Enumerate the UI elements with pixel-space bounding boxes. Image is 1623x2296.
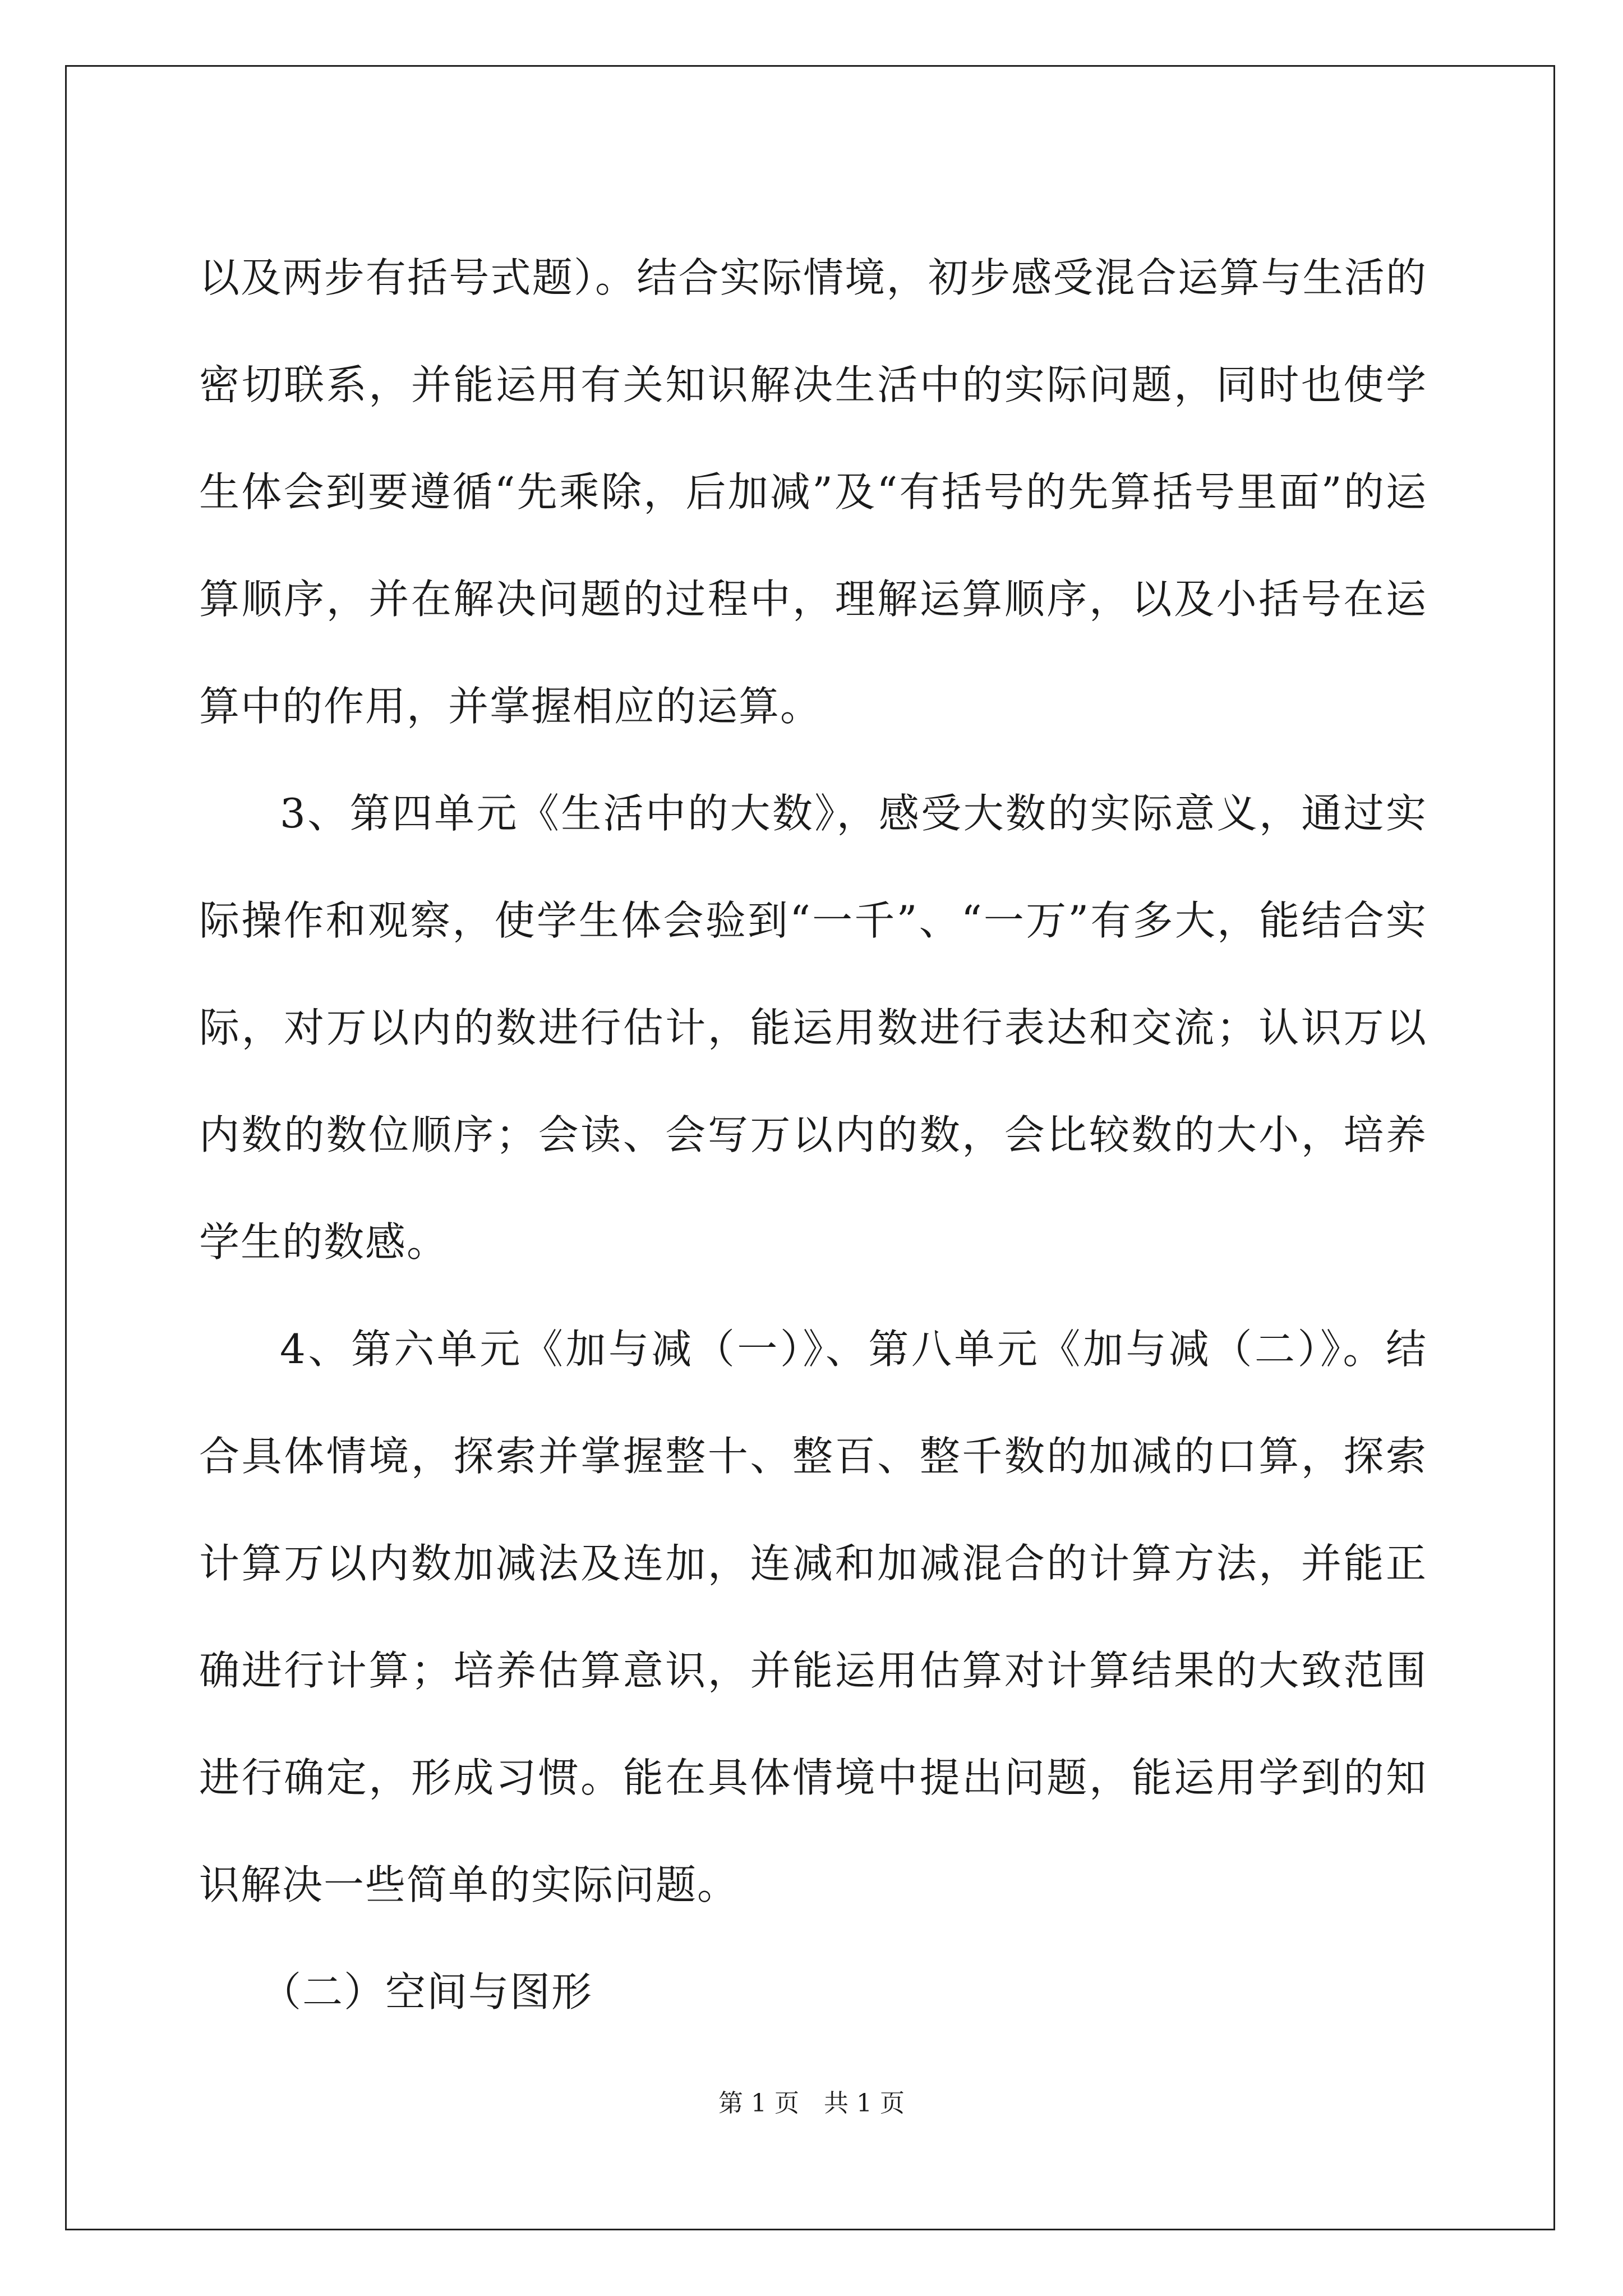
section-heading: （二）空间与图形 bbox=[261, 1968, 593, 2016]
paragraph-large-numbers: 3、第四单元《生活中的大数》，感受大数的实际意义，通过实际操作和观察，使学生体会验到“一千”、“一万”有多大，能结合实际，对万以内的数进行估计，能运用数进行表达和交流；认识万以内数的数位顺序；会读、会写万以内的数，会比较数的大小，培养学生的数感。 bbox=[199, 790, 1427, 1266]
paragraph-mixed-operations: 以及两步有括号式题）。结合实际情境，初步感受混合运算与生活的密切联系，并能运用有关知识解决生活中的实际问题，同时也使学生体会到要遵循“先乘除，后加减”及“有括号的先算括号里面”的运算顺序，并在解决问题的过程中，理解运算顺序，以及小括号在运算中的作用，并掌握相应的运算。 bbox=[199, 254, 1427, 730]
page-footer: 第 1 页 共 1 页 bbox=[718, 2089, 905, 2118]
document-body bbox=[199, 224, 1427, 2046]
paragraph-addition-subtraction: 4、第六单元《加与减（一）》、第八单元《加与减（二）》。结合具体情境，探索并掌握整十、整百、整千数的加减的口算，探索计算万以内数加减法及连加，连减和加减混合的计算方法，并能正确进行计算；培养估算意识，并能运用估算对计算结果的大致范围进行确定，形成习惯。能在具体情境中提出问题，能运用学到的知识解决一些简单的实际问题。 bbox=[199, 1326, 1427, 1908]
